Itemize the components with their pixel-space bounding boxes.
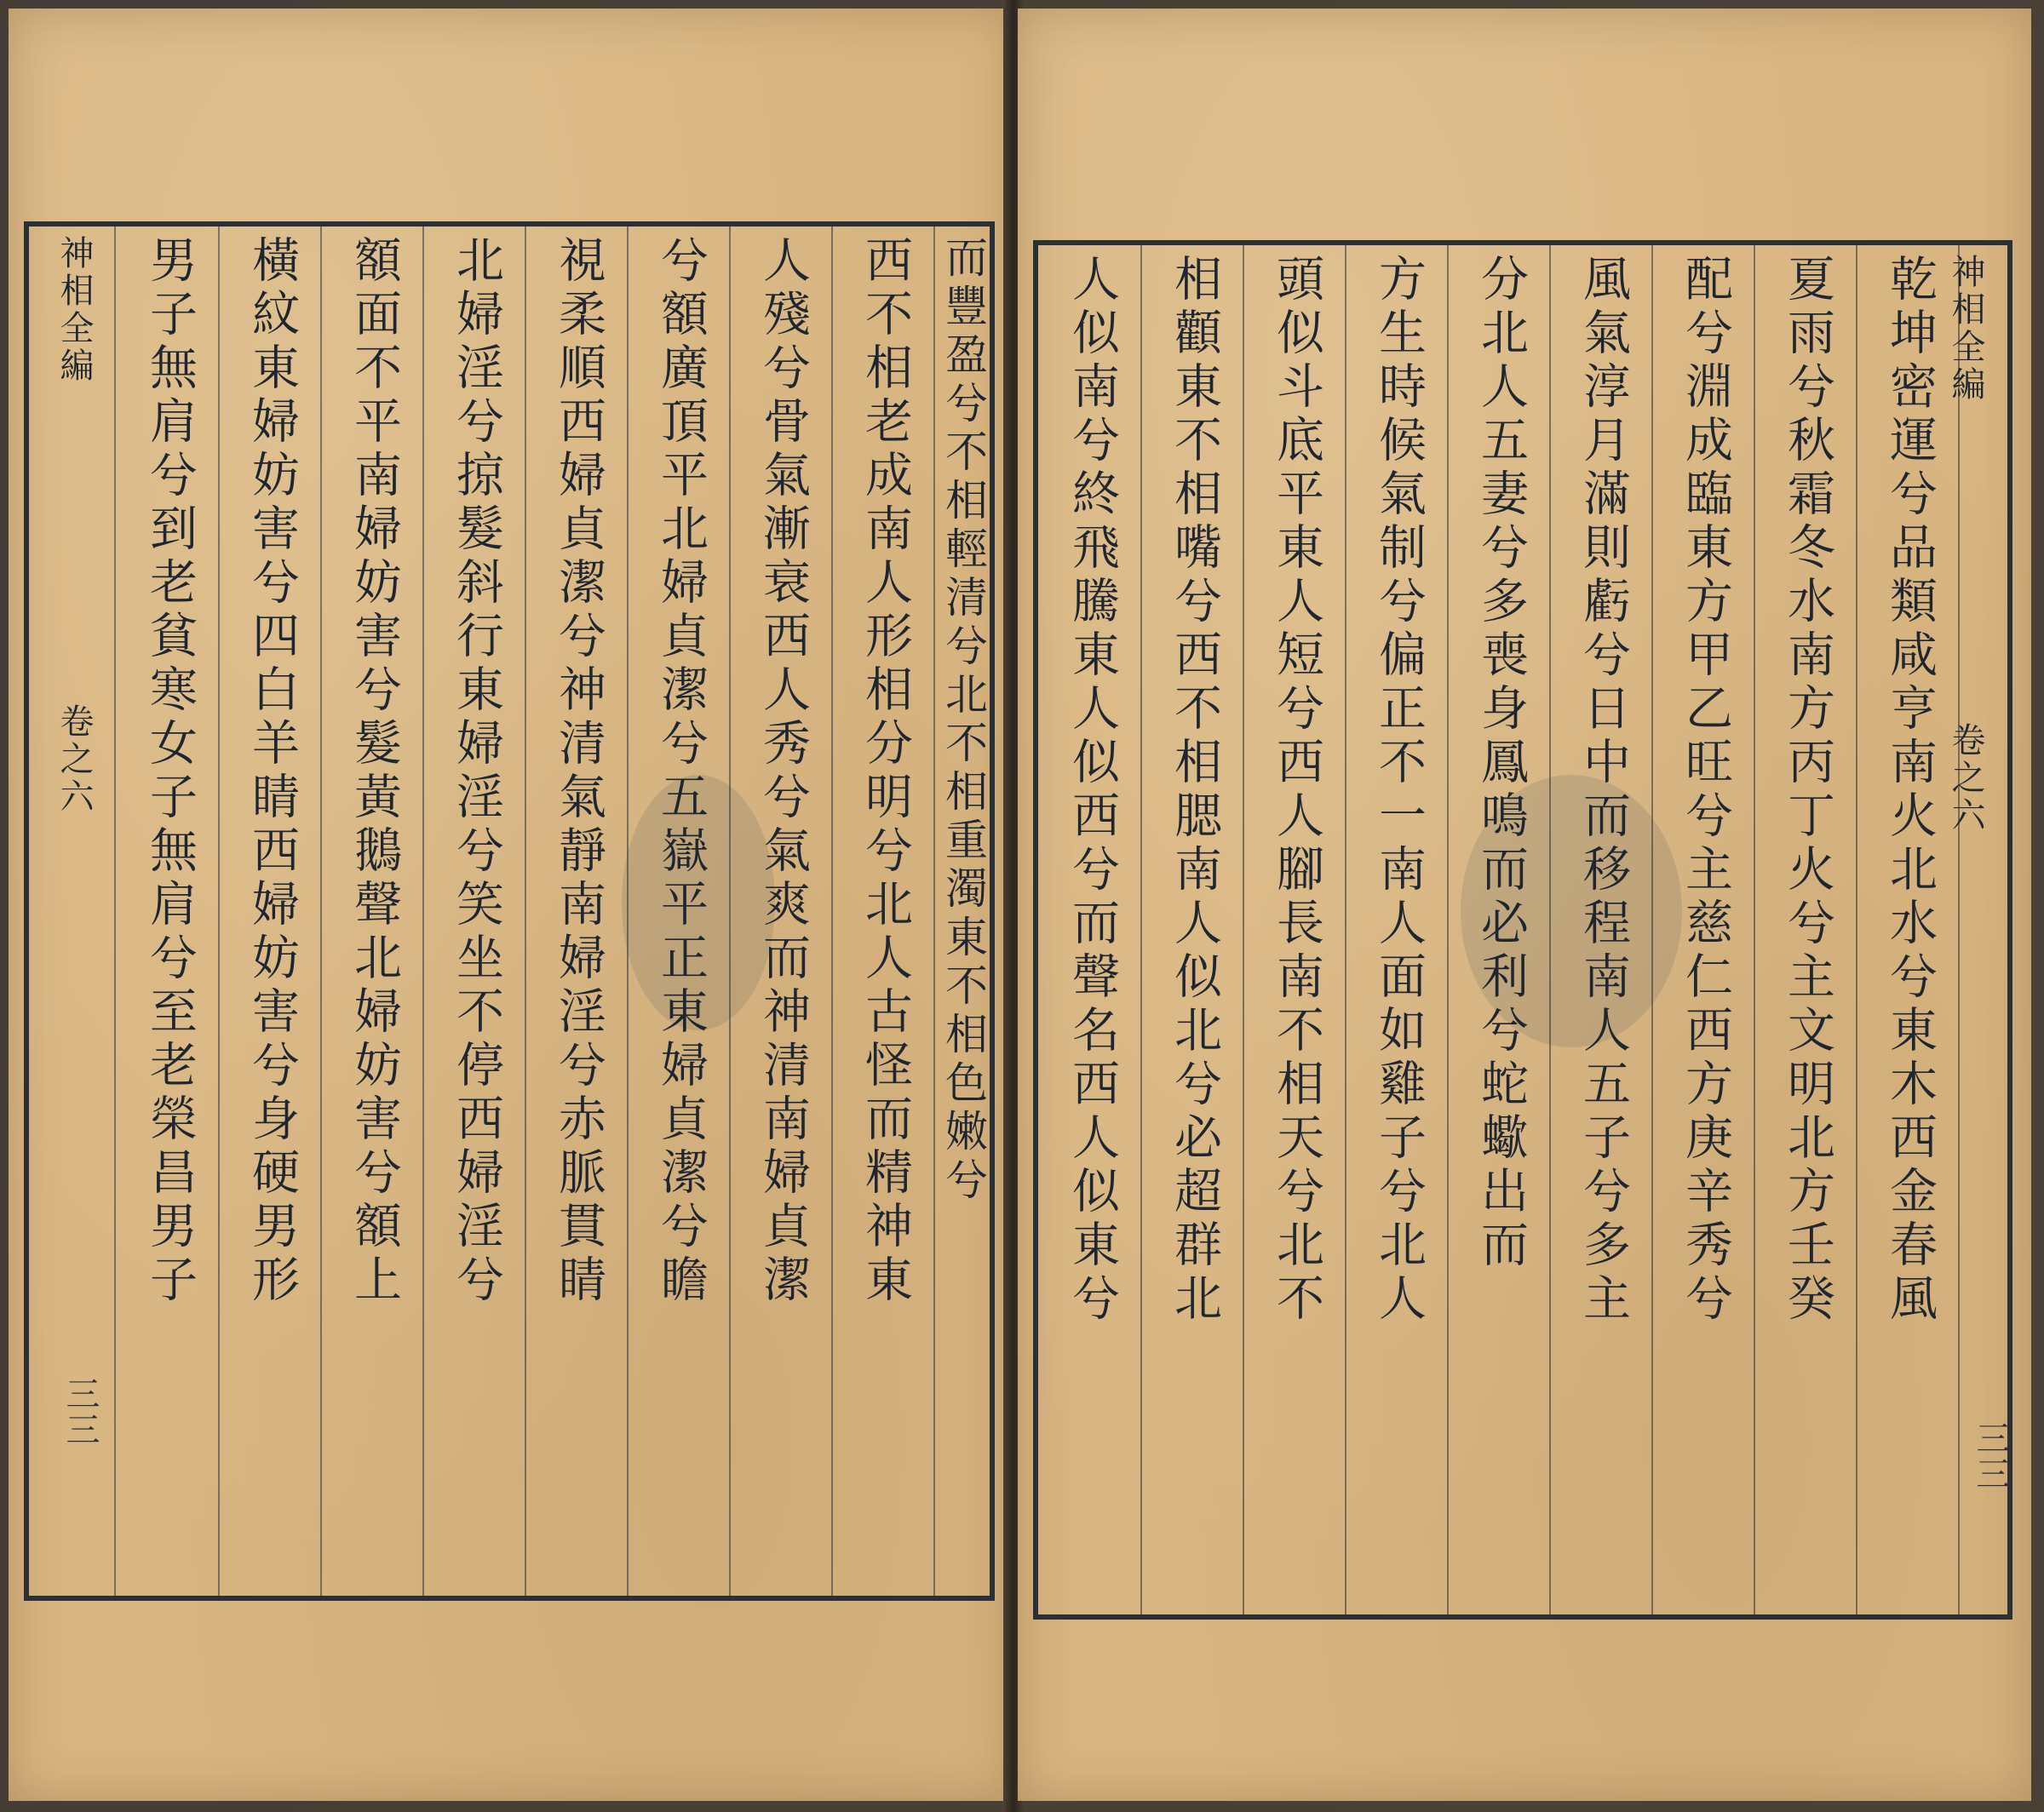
column-rule [1243, 245, 1244, 1614]
left-page [9, 9, 1013, 1801]
text-column: 方生時候氣制兮偏正不一南人面如雞子兮北人 [1371, 254, 1427, 1327]
text-column: 而豐盈兮不相輕清兮北不相重濁東不相色嫩兮 [939, 235, 988, 1206]
right-page [1018, 9, 2031, 1801]
column-rule [1958, 245, 1960, 1614]
text-column: 人似南兮終飛騰東人似西兮而聲名西人似東兮 [1065, 254, 1120, 1327]
column-rule [1140, 245, 1142, 1614]
text-column: 男子無肩兮到老貧寒女子無肩兮至老榮昌男子 [142, 235, 198, 1308]
column-rule [627, 226, 629, 1596]
text-column: 配兮淵成臨東方甲乙旺兮主慈仁西方庚辛秀兮 [1678, 254, 1733, 1327]
right-margin-title: 神相全編 [1946, 254, 1985, 404]
column-rule [1754, 245, 1755, 1614]
column-rule [525, 226, 526, 1596]
column-rule [831, 226, 833, 1596]
right-folio: 三三 [1971, 1420, 2010, 1492]
column-rule [422, 226, 424, 1596]
text-column: 相顴東不相嘴兮西不相腮南人似北兮必超群北 [1167, 254, 1222, 1327]
text-column: 分北人五妻兮多喪身鳳鳴而必利兮蛇蠍出而 [1473, 254, 1529, 1273]
text-column: 視柔順西婦貞潔兮神清氣靜南婦淫兮赤脈貫睛 [551, 235, 606, 1308]
text-column: 人殘兮骨氣漸衰西人秀兮氣爽而神清南婦貞潔 [755, 235, 811, 1308]
column-rule [933, 226, 935, 1596]
text-column: 額面不平南婦妨害兮髮黃鵝聲北婦妨害兮額上 [347, 235, 402, 1308]
text-column: 北婦淫兮掠髮斜行東婦淫兮笑坐不停西婦淫兮 [449, 235, 504, 1308]
left-juan-label: 卷之六 [55, 703, 94, 816]
column-rule [218, 226, 220, 1596]
text-column: 西不相老成南人形相分明兮北人古怪而精神東 [858, 235, 913, 1308]
column-rule [1447, 245, 1449, 1614]
right-juan-label: 卷之六 [1946, 722, 1985, 834]
right-page-frame [1033, 240, 2012, 1620]
text-column: 風氣淳月滿則虧兮日中而移程南人五子兮多主 [1576, 254, 1631, 1327]
text-column: 橫紋東婦妨害兮四白羊睛西婦妨害兮身硬男形 [244, 235, 300, 1308]
column-rule [114, 226, 116, 1596]
text-column: 乾坤密運兮品類咸亨南火北水兮東木西金春風 [1882, 254, 1938, 1327]
left-page-frame [24, 221, 995, 1601]
text-column: 夏雨兮秋霜冬水南方丙丁火兮主文明北方壬癸 [1780, 254, 1835, 1327]
text-column: 兮額廣頂平北婦貞潔兮五嶽平正東婦貞潔兮瞻 [653, 235, 709, 1308]
column-rule [1856, 245, 1857, 1614]
column-rule [1345, 245, 1346, 1614]
left-folio: 三三 [60, 1376, 100, 1448]
column-rule [320, 226, 322, 1596]
left-margin-title: 神相全編 [55, 235, 94, 385]
column-rule [1651, 245, 1653, 1614]
column-rule [729, 226, 731, 1596]
column-rule [1549, 245, 1551, 1614]
text-column: 頭似斗底平東人短兮西人腳長南不相天兮北不 [1269, 254, 1324, 1327]
